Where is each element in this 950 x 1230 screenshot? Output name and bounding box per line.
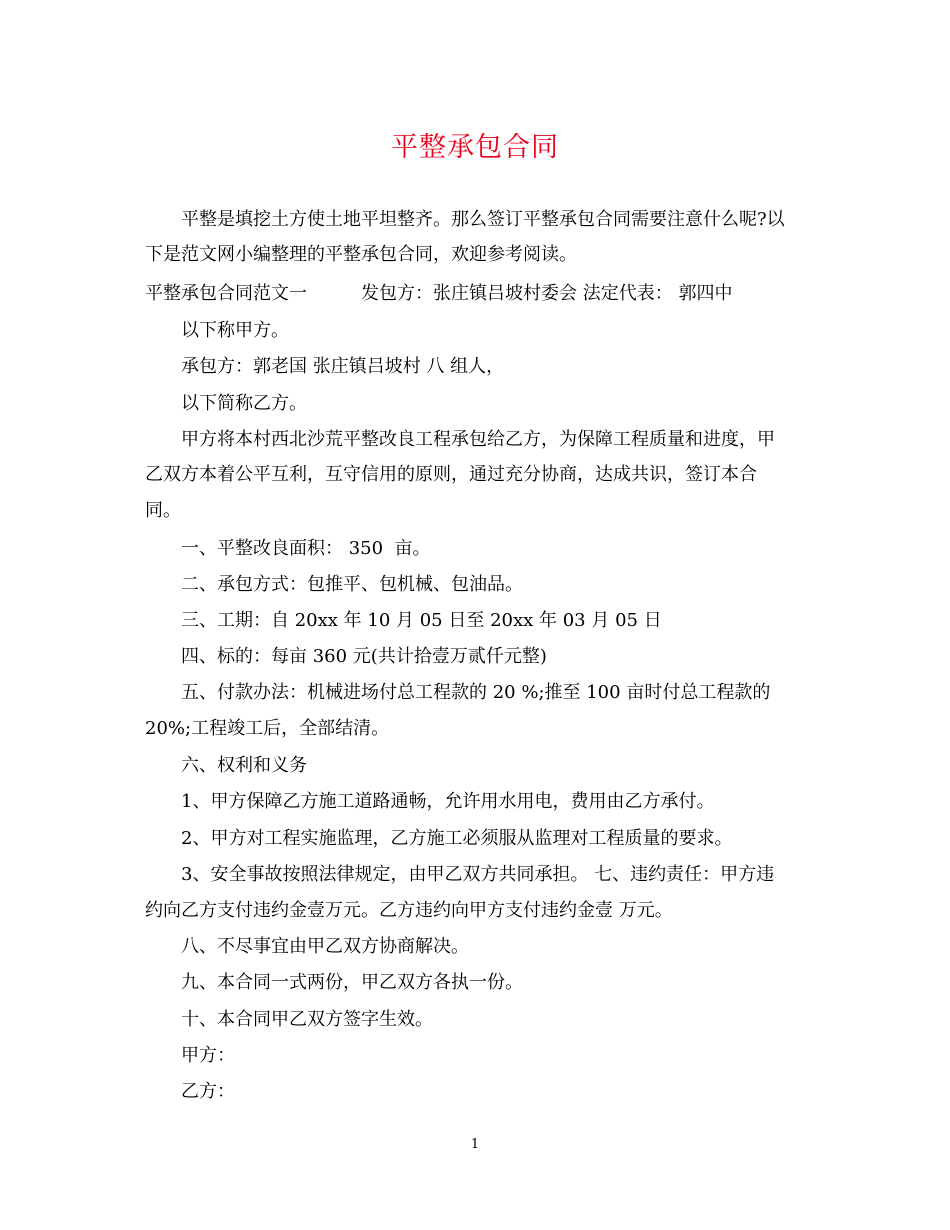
paragraph-line: 二、承包方式：包推平、包机械、包油品。 xyxy=(181,574,523,595)
paragraph-line: 甲方将本村西北沙荒平整改良工程承包给乙方，为保障工程质量和进度，甲 xyxy=(181,429,775,450)
signature-party-b: 乙方： xyxy=(181,1081,235,1102)
paragraph-line: 约向乙方支付违约金壹万元。乙方违约向甲方支付违约金壹 万元。 xyxy=(145,900,673,921)
document-title: 平整承包合同 xyxy=(391,132,559,163)
paragraph-line: 六、权利和义务 xyxy=(181,755,307,776)
paragraph-line: 一、平整改良面积： 350 亩。 xyxy=(181,538,431,559)
paragraph-line: 三、工期：自 20xx 年 10 月 05 日至 20xx 年 03 月 05 日 xyxy=(181,610,662,631)
paragraph-line: 四、标的：每亩 360 元(共计拾壹万贰仟元整) xyxy=(181,646,547,667)
paragraph-line: 以下简称乙方。 xyxy=(181,393,307,414)
paragraph-line: 乙双方本着公平互利，互守信用的原则，通过充分协商，达成共识，签订本合 xyxy=(145,464,757,485)
paragraph-line: 同。 xyxy=(145,500,181,521)
paragraph-line: 承包方：郭老国 张庄镇吕坡村 八 组人， xyxy=(181,356,505,377)
paragraph-line: 1、甲方保障乙方施工道路通畅，允许用水用电，费用由乙方承付。 xyxy=(181,791,715,812)
paragraph-line: 20%;工程竣工后，全部结清。 xyxy=(145,718,390,739)
page-number: 1 xyxy=(470,1137,480,1152)
signature-party-a: 甲方： xyxy=(181,1045,235,1066)
paragraph-line: 九、本合同一式两份，甲乙双方各执一份。 xyxy=(181,972,523,993)
paragraph-line: 3、安全事故按照法律规定，由甲乙双方共同承担。 七、违约责任：甲方违 xyxy=(181,864,775,885)
paragraph-line: 以下称甲方。 xyxy=(181,320,289,341)
paragraph-line: 2、甲方对工程实施监理，乙方施工必须服从监理对工程质量的要求。 xyxy=(181,828,733,849)
paragraph-line: 十、本合同甲乙双方签字生效。 xyxy=(181,1009,433,1030)
paragraph-line: 八、不尽事宜由甲乙双方协商解决。 xyxy=(181,936,469,957)
paragraph-line: 下是范文网小编整理的平整承包合同，欢迎参考阅读。 xyxy=(145,244,577,265)
paragraph-line: 五、付款办法：机械进场付总工程款的 20 %;推至 100 亩时付总工程款的 xyxy=(181,682,771,703)
paragraph-line: 平整是填挖土方使土地平坦整齐。那么签订平整承包合同需要注意什么呢?以 xyxy=(181,209,785,230)
paragraph-line: 平整承包合同范文一 发包方：张庄镇吕坡村委会 法定代表： 郭四中 xyxy=(145,283,733,304)
